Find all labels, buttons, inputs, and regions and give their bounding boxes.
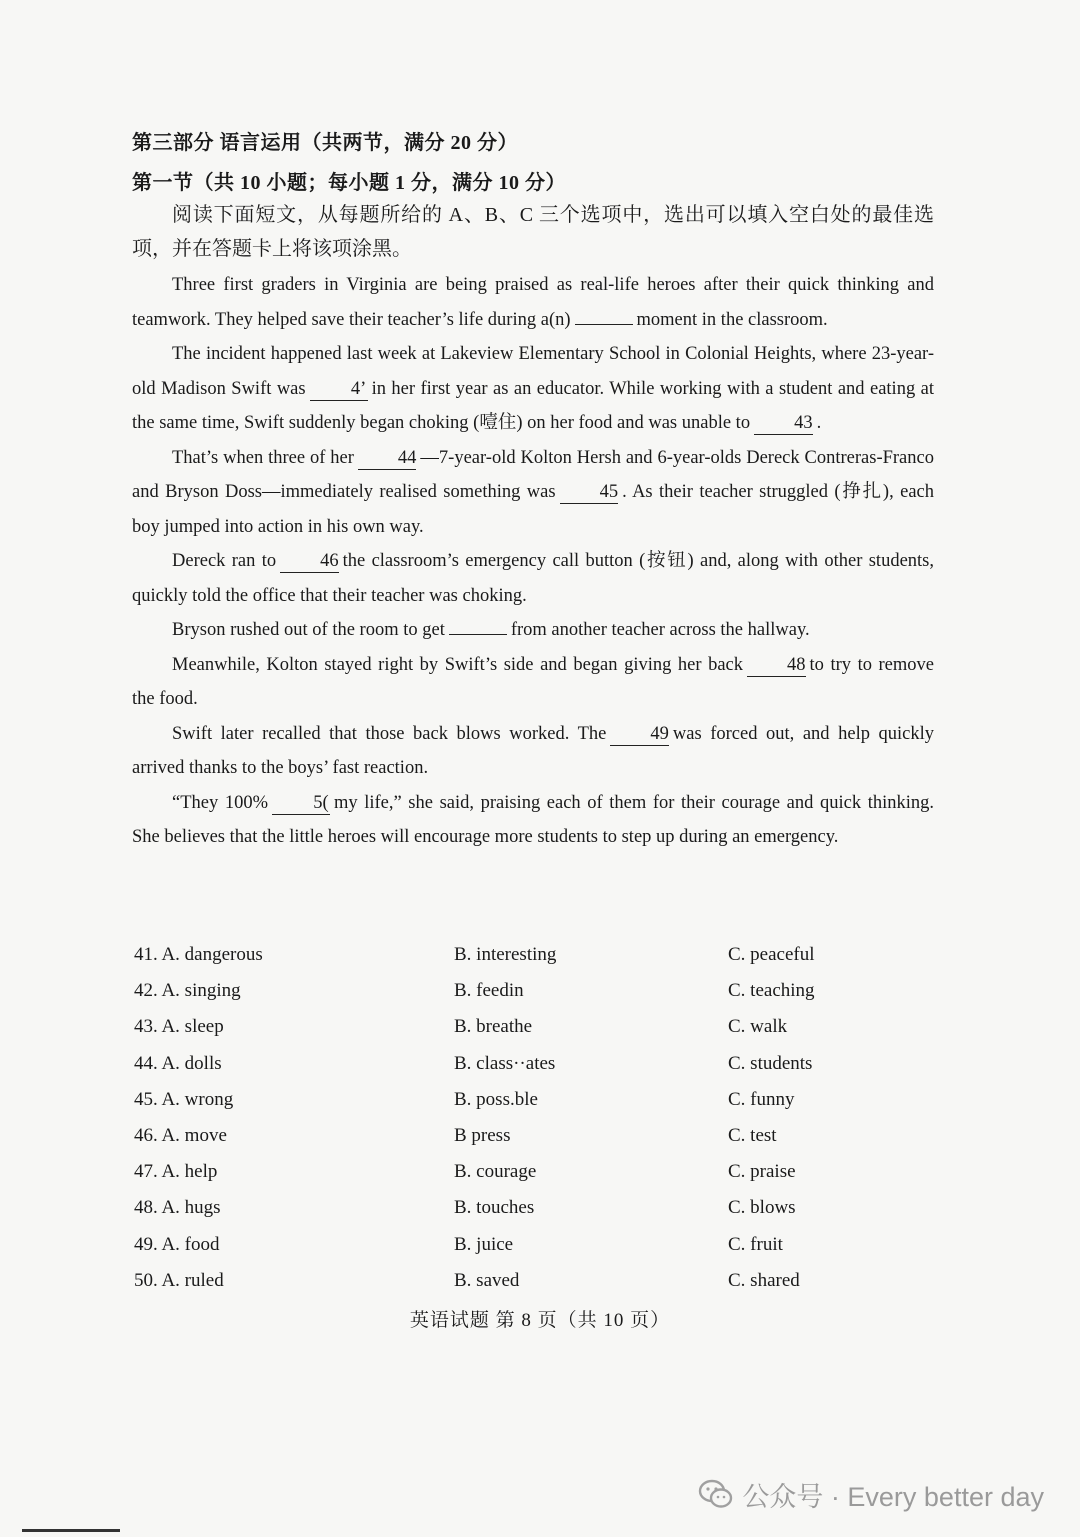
option-row-47 bbox=[134, 1161, 954, 1197]
paragraph-2: The incident happened last week at Lakeview Elementary School in Colonial Heights, where 23-year-old Madison Swift was 4’ in her first year as an educator. While working with a student and eating at the same time, Swift suddenly began choking (噎住) on her food and was unable to 43 . bbox=[132, 344, 935, 433]
option-b: B. juice bbox=[454, 1233, 514, 1255]
page-footer: 英语试题 第 8 页（共 10 页） bbox=[409, 1310, 671, 1331]
blank-41 bbox=[575, 324, 633, 325]
option-b: B. saved bbox=[454, 1269, 520, 1291]
option-row-45 bbox=[134, 1089, 954, 1125]
option-b: B. courage bbox=[454, 1161, 537, 1183]
scan-edge-line bbox=[22, 1529, 120, 1532]
answer-options bbox=[134, 944, 954, 1306]
blank-44: 44 bbox=[358, 447, 417, 470]
watermark-text: 公众号 · Every better day bbox=[742, 1481, 1044, 1512]
blank-50: 5( bbox=[272, 792, 330, 815]
option-c: C. peaceful bbox=[728, 944, 815, 965]
option-a: 46. A. move bbox=[134, 1124, 227, 1146]
option-a: 50. A. ruled bbox=[134, 1269, 224, 1291]
option-a: 44. A. dolls bbox=[134, 1052, 222, 1074]
option-a: 48. A. hugs bbox=[134, 1197, 221, 1219]
paragraph-5: Bryson rushed out of the room to get from another teacher across the hallway. bbox=[172, 620, 810, 640]
option-c: C. teaching bbox=[728, 980, 815, 1002]
option-a: 43. A. sleep bbox=[134, 1016, 224, 1038]
paragraph-8: “They 100% 5( my life,” she said, praising each of them for their courage and quick thinking. She believes that the little heroes will encourage more students to step up during an emergency. bbox=[132, 792, 934, 847]
option-a: 47. A. help bbox=[134, 1161, 218, 1183]
instructions-text: 阅读下面短文，从每题所给的 A、B、C 三个选项中，选出可以填入空白处的最佳选项，并在答题卡上将该项涂黑。 bbox=[132, 204, 934, 260]
option-row-42 bbox=[134, 980, 954, 1016]
blank-43: 43 bbox=[754, 412, 813, 435]
blank-47 bbox=[449, 634, 507, 635]
option-row-49 bbox=[134, 1234, 954, 1270]
option-b: B. feedin bbox=[454, 980, 524, 1002]
subsection-title: 第一节（共 10 小题；每小题 1 分，满分 10 分） bbox=[132, 172, 566, 194]
blank-42: 4’ bbox=[310, 378, 368, 401]
option-row-46 bbox=[134, 1125, 954, 1161]
option-b: B. breathe bbox=[454, 1016, 533, 1038]
watermark bbox=[698, 1474, 1044, 1514]
option-row-50 bbox=[134, 1270, 954, 1306]
instructions bbox=[132, 198, 934, 266]
option-c: C. test bbox=[728, 1124, 777, 1146]
paragraph-3: That’s when three of her 44 —7-year-old Kolton Hersh and 6-year-olds Dereck Contreras-Franco and Bryson Doss—immediately realised something was 45 . As their teacher struggled (挣扎), each boy jumped into action in his own way. bbox=[132, 447, 934, 537]
blank-49: 49 bbox=[610, 723, 669, 746]
option-c: C. students bbox=[728, 1052, 813, 1074]
blank-48: 48 bbox=[747, 654, 806, 677]
option-c: C. shared bbox=[728, 1269, 800, 1291]
reading-passage bbox=[132, 268, 934, 855]
option-b: B press bbox=[454, 1124, 511, 1146]
option-c: C. walk bbox=[728, 1016, 788, 1038]
option-b: B. interesting bbox=[454, 944, 557, 965]
option-a: 41. A. dangerous bbox=[134, 944, 263, 965]
option-row-41 bbox=[134, 944, 954, 980]
blank-45: 45 bbox=[560, 481, 619, 504]
option-c: C. funny bbox=[728, 1088, 795, 1110]
wechat-icon bbox=[698, 1476, 734, 1512]
paragraph-6: Meanwhile, Kolton stayed right by Swift’s side and began giving her back 48 to try to remove the food. bbox=[132, 654, 934, 709]
option-a: 45. A. wrong bbox=[134, 1088, 234, 1110]
option-row-44 bbox=[134, 1053, 954, 1089]
option-row-48 bbox=[134, 1197, 954, 1233]
paragraph-1: Three first graders in Virginia are being praised as real-life heroes after their quick thinking and teamwork. They helped save their teacher’s life during a(n) moment in the classroom. bbox=[132, 275, 934, 330]
blank-46: 46 bbox=[280, 550, 339, 573]
option-c: C. praise bbox=[728, 1161, 796, 1183]
option-a: 49. A. food bbox=[134, 1233, 220, 1255]
option-b: B. class··ates bbox=[454, 1052, 556, 1074]
option-c: C. blows bbox=[728, 1197, 796, 1219]
option-b: B. touches bbox=[454, 1197, 535, 1219]
option-row-43 bbox=[134, 1016, 954, 1052]
option-b: B. poss.ble bbox=[454, 1088, 538, 1110]
paragraph-4: Dereck ran to 46 the classroom’s emergency call button (按钮) and, along with other students, quickly told the office that their teacher was choking. bbox=[132, 551, 934, 606]
part-title: 第三部分 语言运用（共两节，满分 20 分） bbox=[132, 132, 518, 154]
option-c: C. fruit bbox=[728, 1233, 783, 1255]
paragraph-7: Swift later recalled that those back blows worked. The 49 was forced out, and help quickly arrived thanks to the boys’ fast reaction. bbox=[132, 723, 934, 778]
option-a: 42. A. singing bbox=[134, 980, 241, 1002]
